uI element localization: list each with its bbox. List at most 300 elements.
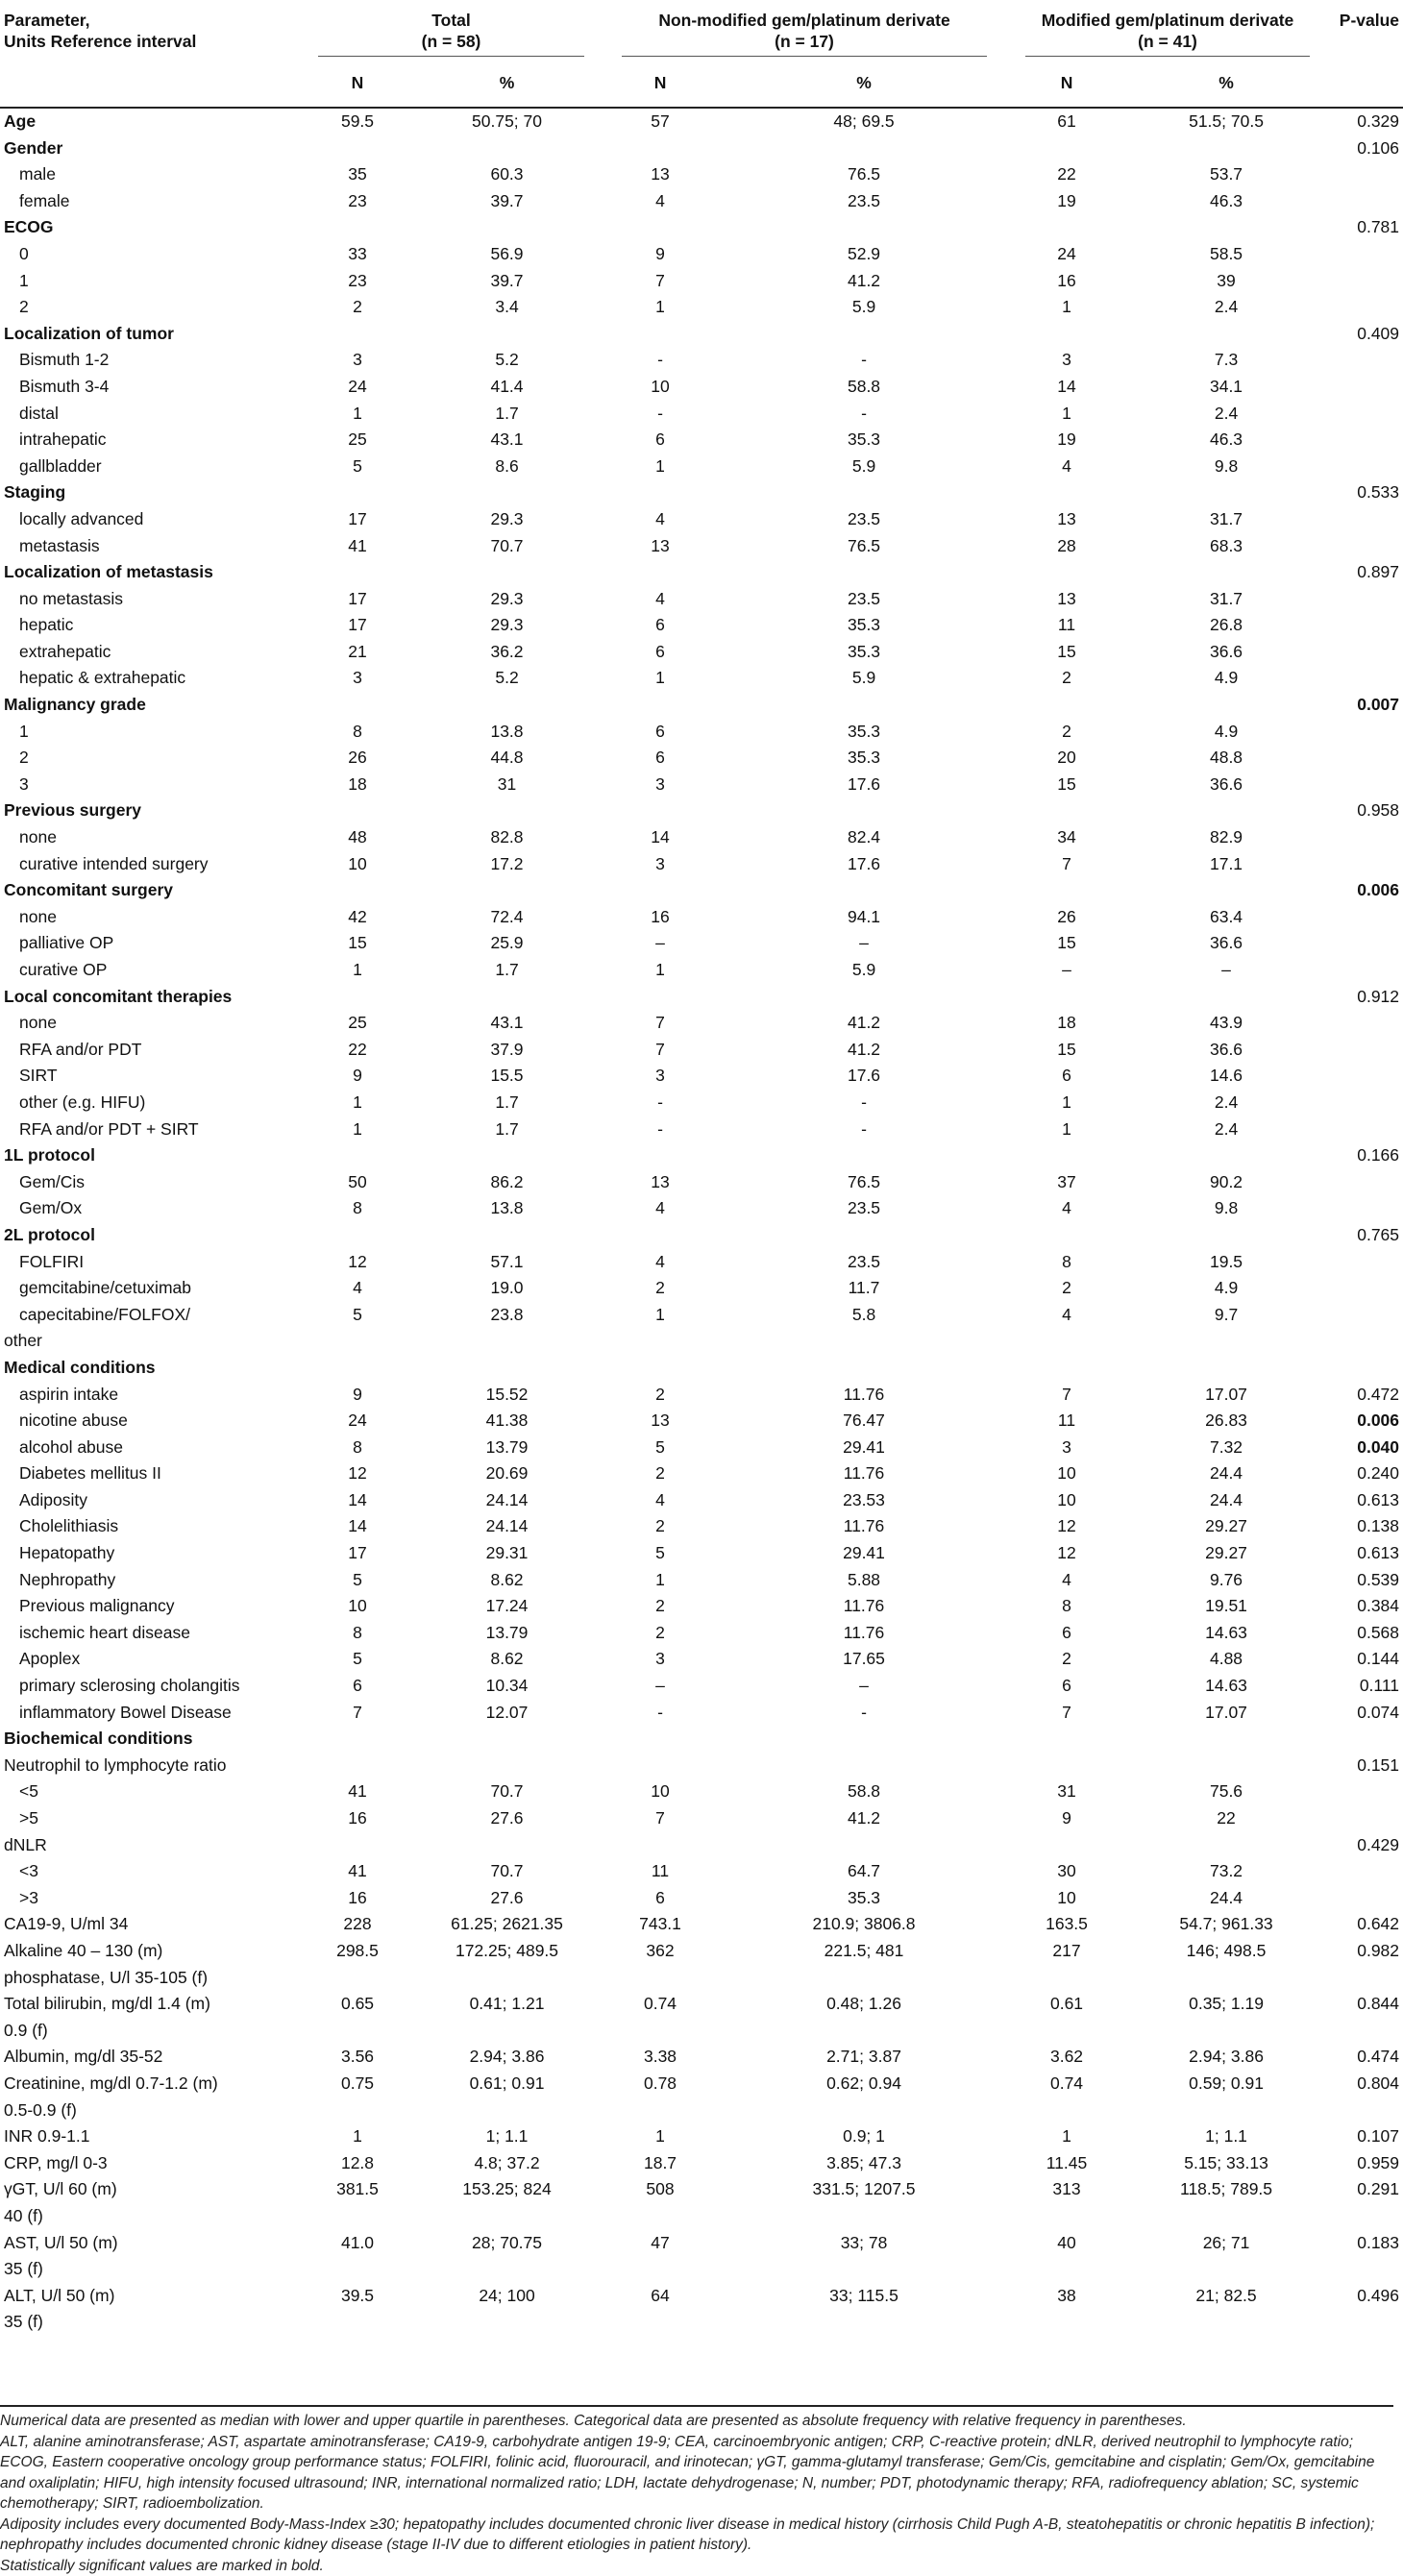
- cell-n: 14: [602, 824, 721, 851]
- cell-n: [602, 1142, 721, 1169]
- header-mod-n: N: [1009, 59, 1126, 108]
- cell-n: 3: [303, 347, 414, 374]
- cell-n: [303, 1222, 414, 1249]
- cell-pct: 26.83: [1126, 1408, 1328, 1435]
- cell-pvalue: 0.781: [1328, 214, 1403, 241]
- cell-n: [1009, 1965, 1126, 1992]
- cell-pct: 20.69: [414, 1460, 602, 1487]
- cell-n: –: [602, 1673, 721, 1700]
- cell-n: 16: [602, 904, 721, 931]
- cell-pct: –: [1126, 957, 1328, 984]
- cell-pct: 3.85; 47.3: [721, 2150, 1009, 2177]
- cell-pct: 24.14: [414, 1487, 602, 1514]
- cell-pvalue: [1328, 1726, 1403, 1753]
- cell-n: 381.5: [303, 2176, 414, 2203]
- row-label: Neutrophil to lymphocyte ratio: [0, 1753, 303, 1779]
- cell-pct: 0.41; 1.21: [414, 1991, 602, 2018]
- table-row: [0, 2256, 1403, 2283]
- table-row: [0, 559, 1403, 586]
- cell-pvalue: [1328, 612, 1403, 639]
- cell-pct: -: [721, 401, 1009, 428]
- cell-pct: 70.7: [414, 533, 602, 560]
- cell-pct: [721, 1222, 1009, 1249]
- cell-n: 41: [303, 1779, 414, 1805]
- cell-pct: 86.2: [414, 1169, 602, 1196]
- cell-pct: 0.62; 0.94: [721, 2071, 1009, 2098]
- cell-pvalue: 0.539: [1328, 1567, 1403, 1594]
- table-row: [0, 401, 1403, 428]
- cell-pvalue: [1328, 1275, 1403, 1302]
- row-label: curative OP: [0, 957, 303, 984]
- cell-pct: 153.25; 824: [414, 2176, 602, 2203]
- row-label: 2L protocol: [0, 1222, 303, 1249]
- cell-pct: [1126, 479, 1328, 506]
- header-blank-p: [1328, 59, 1403, 108]
- header-total-n: N: [303, 59, 414, 108]
- cell-pct: 41.2: [721, 1010, 1009, 1037]
- cell-pct: 23.5: [721, 1195, 1009, 1222]
- cell-n: [303, 1355, 414, 1382]
- cell-pct: 36.2: [414, 639, 602, 666]
- row-label: curative intended surgery: [0, 851, 303, 878]
- row-label: other: [0, 1328, 303, 1355]
- cell-pct: 46.3: [1126, 427, 1328, 454]
- table-row: [0, 1753, 1403, 1779]
- cell-pvalue: 0.409: [1328, 321, 1403, 348]
- cell-pvalue: 0.074: [1328, 1700, 1403, 1727]
- cell-n: 4: [602, 188, 721, 215]
- cell-n: 13: [1009, 506, 1126, 533]
- row-label: Alkaline 40 – 130 (m): [0, 1938, 303, 1965]
- cell-pct: 76.5: [721, 161, 1009, 188]
- cell-n: 3: [602, 1646, 721, 1673]
- cell-pct: 50.75; 70: [414, 108, 602, 135]
- cell-n: 2: [602, 1382, 721, 1409]
- cell-pct: 17.1: [1126, 851, 1328, 878]
- cell-pct: [1126, 2098, 1328, 2124]
- cell-n: 31: [1009, 1779, 1126, 1805]
- cell-pct: 28; 70.75: [414, 2230, 602, 2257]
- row-label: Local concomitant therapies: [0, 984, 303, 1011]
- cell-pct: [414, 1832, 602, 1859]
- cell-n: 7: [602, 1037, 721, 1064]
- cell-n: 37: [1009, 1169, 1126, 1196]
- cell-pct: [1126, 1832, 1328, 1859]
- cell-pct: 8.6: [414, 454, 602, 480]
- cell-pct: 36.6: [1126, 1037, 1328, 1064]
- row-label: FOLFIRI: [0, 1249, 303, 1276]
- row-label: RFA and/or PDT: [0, 1037, 303, 1064]
- cell-pvalue: [1328, 1779, 1403, 1805]
- row-label: ischemic heart disease: [0, 1620, 303, 1647]
- cell-pvalue: [1328, 904, 1403, 931]
- row-label: male: [0, 161, 303, 188]
- cell-n: 0.65: [303, 1991, 414, 2018]
- row-label: no metastasis: [0, 586, 303, 613]
- cell-pct: 34.1: [1126, 374, 1328, 401]
- cell-n: 6: [1009, 1673, 1126, 1700]
- cell-pct: 53.7: [1126, 161, 1328, 188]
- cell-n: 13: [602, 161, 721, 188]
- cell-pct: 14.6: [1126, 1063, 1328, 1090]
- cell-n: [602, 214, 721, 241]
- cell-pct: 51.5; 70.5: [1126, 108, 1328, 135]
- cell-pct: 13.79: [414, 1435, 602, 1461]
- table-row: [0, 108, 1403, 135]
- cell-n: –: [1009, 957, 1126, 984]
- cell-pct: 39.7: [414, 188, 602, 215]
- cell-n: 6: [602, 1885, 721, 1912]
- cell-n: 6: [1009, 1063, 1126, 1090]
- cell-n: –: [602, 930, 721, 957]
- cell-n: 13: [602, 1408, 721, 1435]
- cell-n: [1009, 321, 1126, 348]
- cell-n: 41.0: [303, 2230, 414, 2257]
- header-nonmodified: Non-modified gem/platinum derivate (n = 17): [602, 0, 1009, 59]
- cell-n: 1: [602, 957, 721, 984]
- cell-pct: [414, 1726, 602, 1753]
- cell-pct: 24.4: [1126, 1487, 1328, 1514]
- cell-n: 10: [602, 1779, 721, 1805]
- cell-pct: 1.7: [414, 401, 602, 428]
- cell-pct: 31: [414, 772, 602, 798]
- table-header: [0, 0, 1403, 108]
- table-row: [0, 1302, 1403, 1329]
- cell-pvalue: 0.040: [1328, 1435, 1403, 1461]
- cell-pvalue: [1328, 1805, 1403, 1832]
- cell-pct: 5.8: [721, 1302, 1009, 1329]
- row-label: Gender: [0, 135, 303, 162]
- table-row: [0, 294, 1403, 321]
- cell-n: 26: [1009, 904, 1126, 931]
- row-label: extrahepatic: [0, 639, 303, 666]
- cell-pvalue: [1328, 1302, 1403, 1329]
- cell-pct: 24.4: [1126, 1885, 1328, 1912]
- cell-pvalue: 0.613: [1328, 1540, 1403, 1567]
- row-label: intrahepatic: [0, 427, 303, 454]
- cell-n: [602, 1726, 721, 1753]
- cell-n: 1: [303, 401, 414, 428]
- cell-n: [303, 2203, 414, 2230]
- cell-pct: 29.41: [721, 1435, 1009, 1461]
- row-label: Medical conditions: [0, 1355, 303, 1382]
- cell-pct: 70.7: [414, 1779, 602, 1805]
- cell-n: 16: [303, 1885, 414, 1912]
- cell-n: [303, 479, 414, 506]
- table-row: [0, 454, 1403, 480]
- cell-pvalue: 0.958: [1328, 797, 1403, 824]
- row-label: Localization of metastasis: [0, 559, 303, 586]
- row-label: AST, U/l 50 (m): [0, 2230, 303, 2257]
- cell-n: [303, 984, 414, 1011]
- cell-n: 5: [602, 1435, 721, 1461]
- cell-n: 8: [1009, 1249, 1126, 1276]
- cell-pct: 82.4: [721, 824, 1009, 851]
- cell-n: 1: [602, 1302, 721, 1329]
- cell-n: 6: [303, 1673, 414, 1700]
- cell-pct: [1126, 1965, 1328, 1992]
- cell-pct: 33; 78: [721, 2230, 1009, 2257]
- cell-pct: 11.7: [721, 1275, 1009, 1302]
- table-row: [0, 1037, 1403, 1064]
- row-label: phosphatase, U/l 35-105 (f): [0, 1965, 303, 1992]
- cell-pct: [721, 135, 1009, 162]
- cell-pct: [414, 479, 602, 506]
- cell-n: [1009, 479, 1126, 506]
- table-row: [0, 347, 1403, 374]
- cell-n: [602, 2256, 721, 2283]
- table-row: [0, 824, 1403, 851]
- cell-pvalue: 0.474: [1328, 2044, 1403, 2071]
- cell-pct: 68.3: [1126, 533, 1328, 560]
- cell-pvalue: [1328, 1063, 1403, 1090]
- cell-pct: 7.3: [1126, 347, 1328, 374]
- cell-pct: 172.25; 489.5: [414, 1938, 602, 1965]
- cell-pct: [1126, 1726, 1328, 1753]
- cell-pct: 118.5; 789.5: [1126, 2176, 1328, 2203]
- cell-n: [303, 2256, 414, 2283]
- cell-pct: 11.76: [721, 1513, 1009, 1540]
- table-row: [0, 374, 1403, 401]
- cell-n: [1009, 1142, 1126, 1169]
- cell-pct: 13.79: [414, 1620, 602, 1647]
- cell-pct: 14.63: [1126, 1673, 1328, 1700]
- cell-pvalue: [1328, 506, 1403, 533]
- cell-n: [303, 2309, 414, 2336]
- cell-pvalue: 0.138: [1328, 1513, 1403, 1540]
- cell-n: 1: [602, 2123, 721, 2150]
- cell-pvalue: 0.384: [1328, 1593, 1403, 1620]
- cell-n: 3.62: [1009, 2044, 1126, 2071]
- cell-pct: 23.53: [721, 1487, 1009, 1514]
- cell-n: 9: [1009, 1805, 1126, 1832]
- cell-pct: 2.71; 3.87: [721, 2044, 1009, 2071]
- cell-n: [303, 1726, 414, 1753]
- table-row: [0, 1063, 1403, 1090]
- cell-pvalue: [1328, 2098, 1403, 2124]
- cell-pct: [414, 559, 602, 586]
- row-label: Concomitant surgery: [0, 877, 303, 904]
- table-row: [0, 135, 1403, 162]
- cell-n: 28: [1009, 533, 1126, 560]
- cell-pct: 37.9: [414, 1037, 602, 1064]
- cell-pct: 72.4: [414, 904, 602, 931]
- cell-pct: -: [721, 347, 1009, 374]
- cell-n: 8: [303, 719, 414, 746]
- table-row: [0, 1911, 1403, 1938]
- cell-pct: 29.27: [1126, 1540, 1328, 1567]
- cell-pct: 2.4: [1126, 1116, 1328, 1143]
- row-label: Creatinine, mg/dl 0.7-1.2 (m): [0, 2071, 303, 2098]
- cell-pct: 146; 498.5: [1126, 1938, 1328, 1965]
- row-label: RFA and/or PDT + SIRT: [0, 1116, 303, 1143]
- cell-pct: 17.07: [1126, 1382, 1328, 1409]
- cell-n: 13: [1009, 586, 1126, 613]
- cell-n: 7: [1009, 851, 1126, 878]
- cell-pct: 43.1: [414, 427, 602, 454]
- row-label: SIRT: [0, 1063, 303, 1090]
- cell-pvalue: 0.982: [1328, 1938, 1403, 1965]
- cell-n: 11: [1009, 612, 1126, 639]
- cell-pct: [721, 2203, 1009, 2230]
- cell-pvalue: [1328, 1355, 1403, 1382]
- cell-n: [1009, 1328, 1126, 1355]
- cell-n: 38: [1009, 2283, 1126, 2310]
- cell-pct: 3.4: [414, 294, 602, 321]
- cell-pct: [721, 2256, 1009, 2283]
- cell-n: 8: [303, 1195, 414, 1222]
- cell-pct: 13.8: [414, 719, 602, 746]
- cell-pct: 210.9; 3806.8: [721, 1911, 1009, 1938]
- cell-n: 12: [303, 1460, 414, 1487]
- cell-n: [1009, 135, 1126, 162]
- cell-pct: 58.8: [721, 1779, 1009, 1805]
- row-label: 1L protocol: [0, 1142, 303, 1169]
- cell-n: 2: [303, 294, 414, 321]
- cell-n: [303, 214, 414, 241]
- cell-n: 8: [303, 1435, 414, 1461]
- cell-n: [303, 2098, 414, 2124]
- cell-pct: 35.3: [721, 612, 1009, 639]
- cell-n: 5: [303, 1302, 414, 1329]
- cell-n: 2: [1009, 665, 1126, 692]
- cell-pct: 35.3: [721, 745, 1009, 772]
- row-label: Nephropathy: [0, 1567, 303, 1594]
- cell-n: 0.78: [602, 2071, 721, 2098]
- cell-n: 2: [602, 1620, 721, 1647]
- table-row: [0, 851, 1403, 878]
- cell-n: 4: [1009, 1302, 1126, 1329]
- cell-n: 2: [602, 1593, 721, 1620]
- row-label: <3: [0, 1858, 303, 1885]
- cell-pct: 1.7: [414, 957, 602, 984]
- cell-pct: [721, 559, 1009, 586]
- cell-pct: [721, 321, 1009, 348]
- cell-n: [1009, 2256, 1126, 2283]
- cell-pct: 5.2: [414, 347, 602, 374]
- row-label: Diabetes mellitus II: [0, 1460, 303, 1487]
- cell-pct: [1126, 692, 1328, 719]
- cell-n: 9: [303, 1382, 414, 1409]
- header-mod-pct: %: [1126, 59, 1328, 108]
- cell-n: [303, 797, 414, 824]
- cell-n: 19: [1009, 427, 1126, 454]
- row-label: 1: [0, 268, 303, 295]
- row-label: 0.9 (f): [0, 2018, 303, 2045]
- cell-n: [602, 1355, 721, 1382]
- cell-pct: 46.3: [1126, 188, 1328, 215]
- cell-pvalue: [1328, 930, 1403, 957]
- cell-n: 12: [1009, 1540, 1126, 1567]
- header-total-pct: %: [414, 59, 602, 108]
- cell-n: 7: [602, 268, 721, 295]
- cell-n: 10: [303, 1593, 414, 1620]
- cell-n: 17: [303, 506, 414, 533]
- table-row: [0, 1620, 1403, 1647]
- cell-pct: 1; 1.1: [1126, 2123, 1328, 2150]
- table-row: [0, 692, 1403, 719]
- cell-pct: [1126, 797, 1328, 824]
- cell-n: 163.5: [1009, 1911, 1126, 1938]
- cell-n: 17: [303, 586, 414, 613]
- table-row: [0, 930, 1403, 957]
- row-label: nicotine abuse: [0, 1408, 303, 1435]
- cell-n: [602, 321, 721, 348]
- cell-n: [1009, 797, 1126, 824]
- row-label: Malignancy grade: [0, 692, 303, 719]
- row-label: 35 (f): [0, 2309, 303, 2336]
- table-row: [0, 2283, 1403, 2310]
- row-label: other (e.g. HIFU): [0, 1090, 303, 1116]
- cell-pvalue: 0.151: [1328, 1753, 1403, 1779]
- cell-pct: 7.32: [1126, 1435, 1328, 1461]
- cell-pct: [1126, 2018, 1328, 2045]
- cell-n: [303, 321, 414, 348]
- row-label: Hepatopathy: [0, 1540, 303, 1567]
- row-label: 0.5-0.9 (f): [0, 2098, 303, 2124]
- row-label: Bismuth 3-4: [0, 374, 303, 401]
- cell-n: [602, 2018, 721, 2045]
- table-row: [0, 957, 1403, 984]
- cell-n: 11: [602, 1858, 721, 1885]
- cell-n: 14: [303, 1513, 414, 1540]
- cell-pct: –: [721, 1673, 1009, 1700]
- cell-pvalue: 0.613: [1328, 1487, 1403, 1514]
- row-label: Age: [0, 108, 303, 135]
- cell-n: 4: [602, 1249, 721, 1276]
- cell-n: -: [602, 401, 721, 428]
- cell-n: 42: [303, 904, 414, 931]
- cell-pct: [414, 1142, 602, 1169]
- table-row: [0, 1540, 1403, 1567]
- cell-pct: [721, 1753, 1009, 1779]
- table-row: [0, 586, 1403, 613]
- cell-n: 19: [1009, 188, 1126, 215]
- cell-pct: 39.7: [414, 268, 602, 295]
- cell-pvalue: [1328, 401, 1403, 428]
- header-total: Total (n = 58): [303, 0, 602, 59]
- cell-pct: [721, 1832, 1009, 1859]
- cell-pct: 5.9: [721, 454, 1009, 480]
- cell-n: [303, 1832, 414, 1859]
- cell-pct: 15.5: [414, 1063, 602, 1090]
- header-blank: [0, 59, 303, 108]
- cell-pct: [721, 2098, 1009, 2124]
- cell-pct: 26.8: [1126, 612, 1328, 639]
- cell-n: 35: [303, 161, 414, 188]
- cell-n: 3: [1009, 347, 1126, 374]
- cell-pct: [1126, 135, 1328, 162]
- cell-n: 10: [303, 851, 414, 878]
- cell-pct: 5.15; 33.13: [1126, 2150, 1328, 2177]
- table-row: [0, 1567, 1403, 1594]
- header-nonmod-pct: %: [721, 59, 1009, 108]
- cell-pct: 4.88: [1126, 1646, 1328, 1673]
- cell-pct: 4.9: [1126, 1275, 1328, 1302]
- cell-n: [602, 2309, 721, 2336]
- cell-n: 64: [602, 2283, 721, 2310]
- cell-pct: 0.59; 0.91: [1126, 2071, 1328, 2098]
- cell-n: 4: [602, 1195, 721, 1222]
- cell-pct: [1126, 984, 1328, 1011]
- table-row: [0, 2123, 1403, 2150]
- cell-n: [1009, 692, 1126, 719]
- cell-pct: 31.7: [1126, 586, 1328, 613]
- row-label: Biochemical conditions: [0, 1726, 303, 1753]
- row-label: 1: [0, 719, 303, 746]
- cell-pct: 43.1: [414, 1010, 602, 1037]
- cell-n: 0.74: [1009, 2071, 1126, 2098]
